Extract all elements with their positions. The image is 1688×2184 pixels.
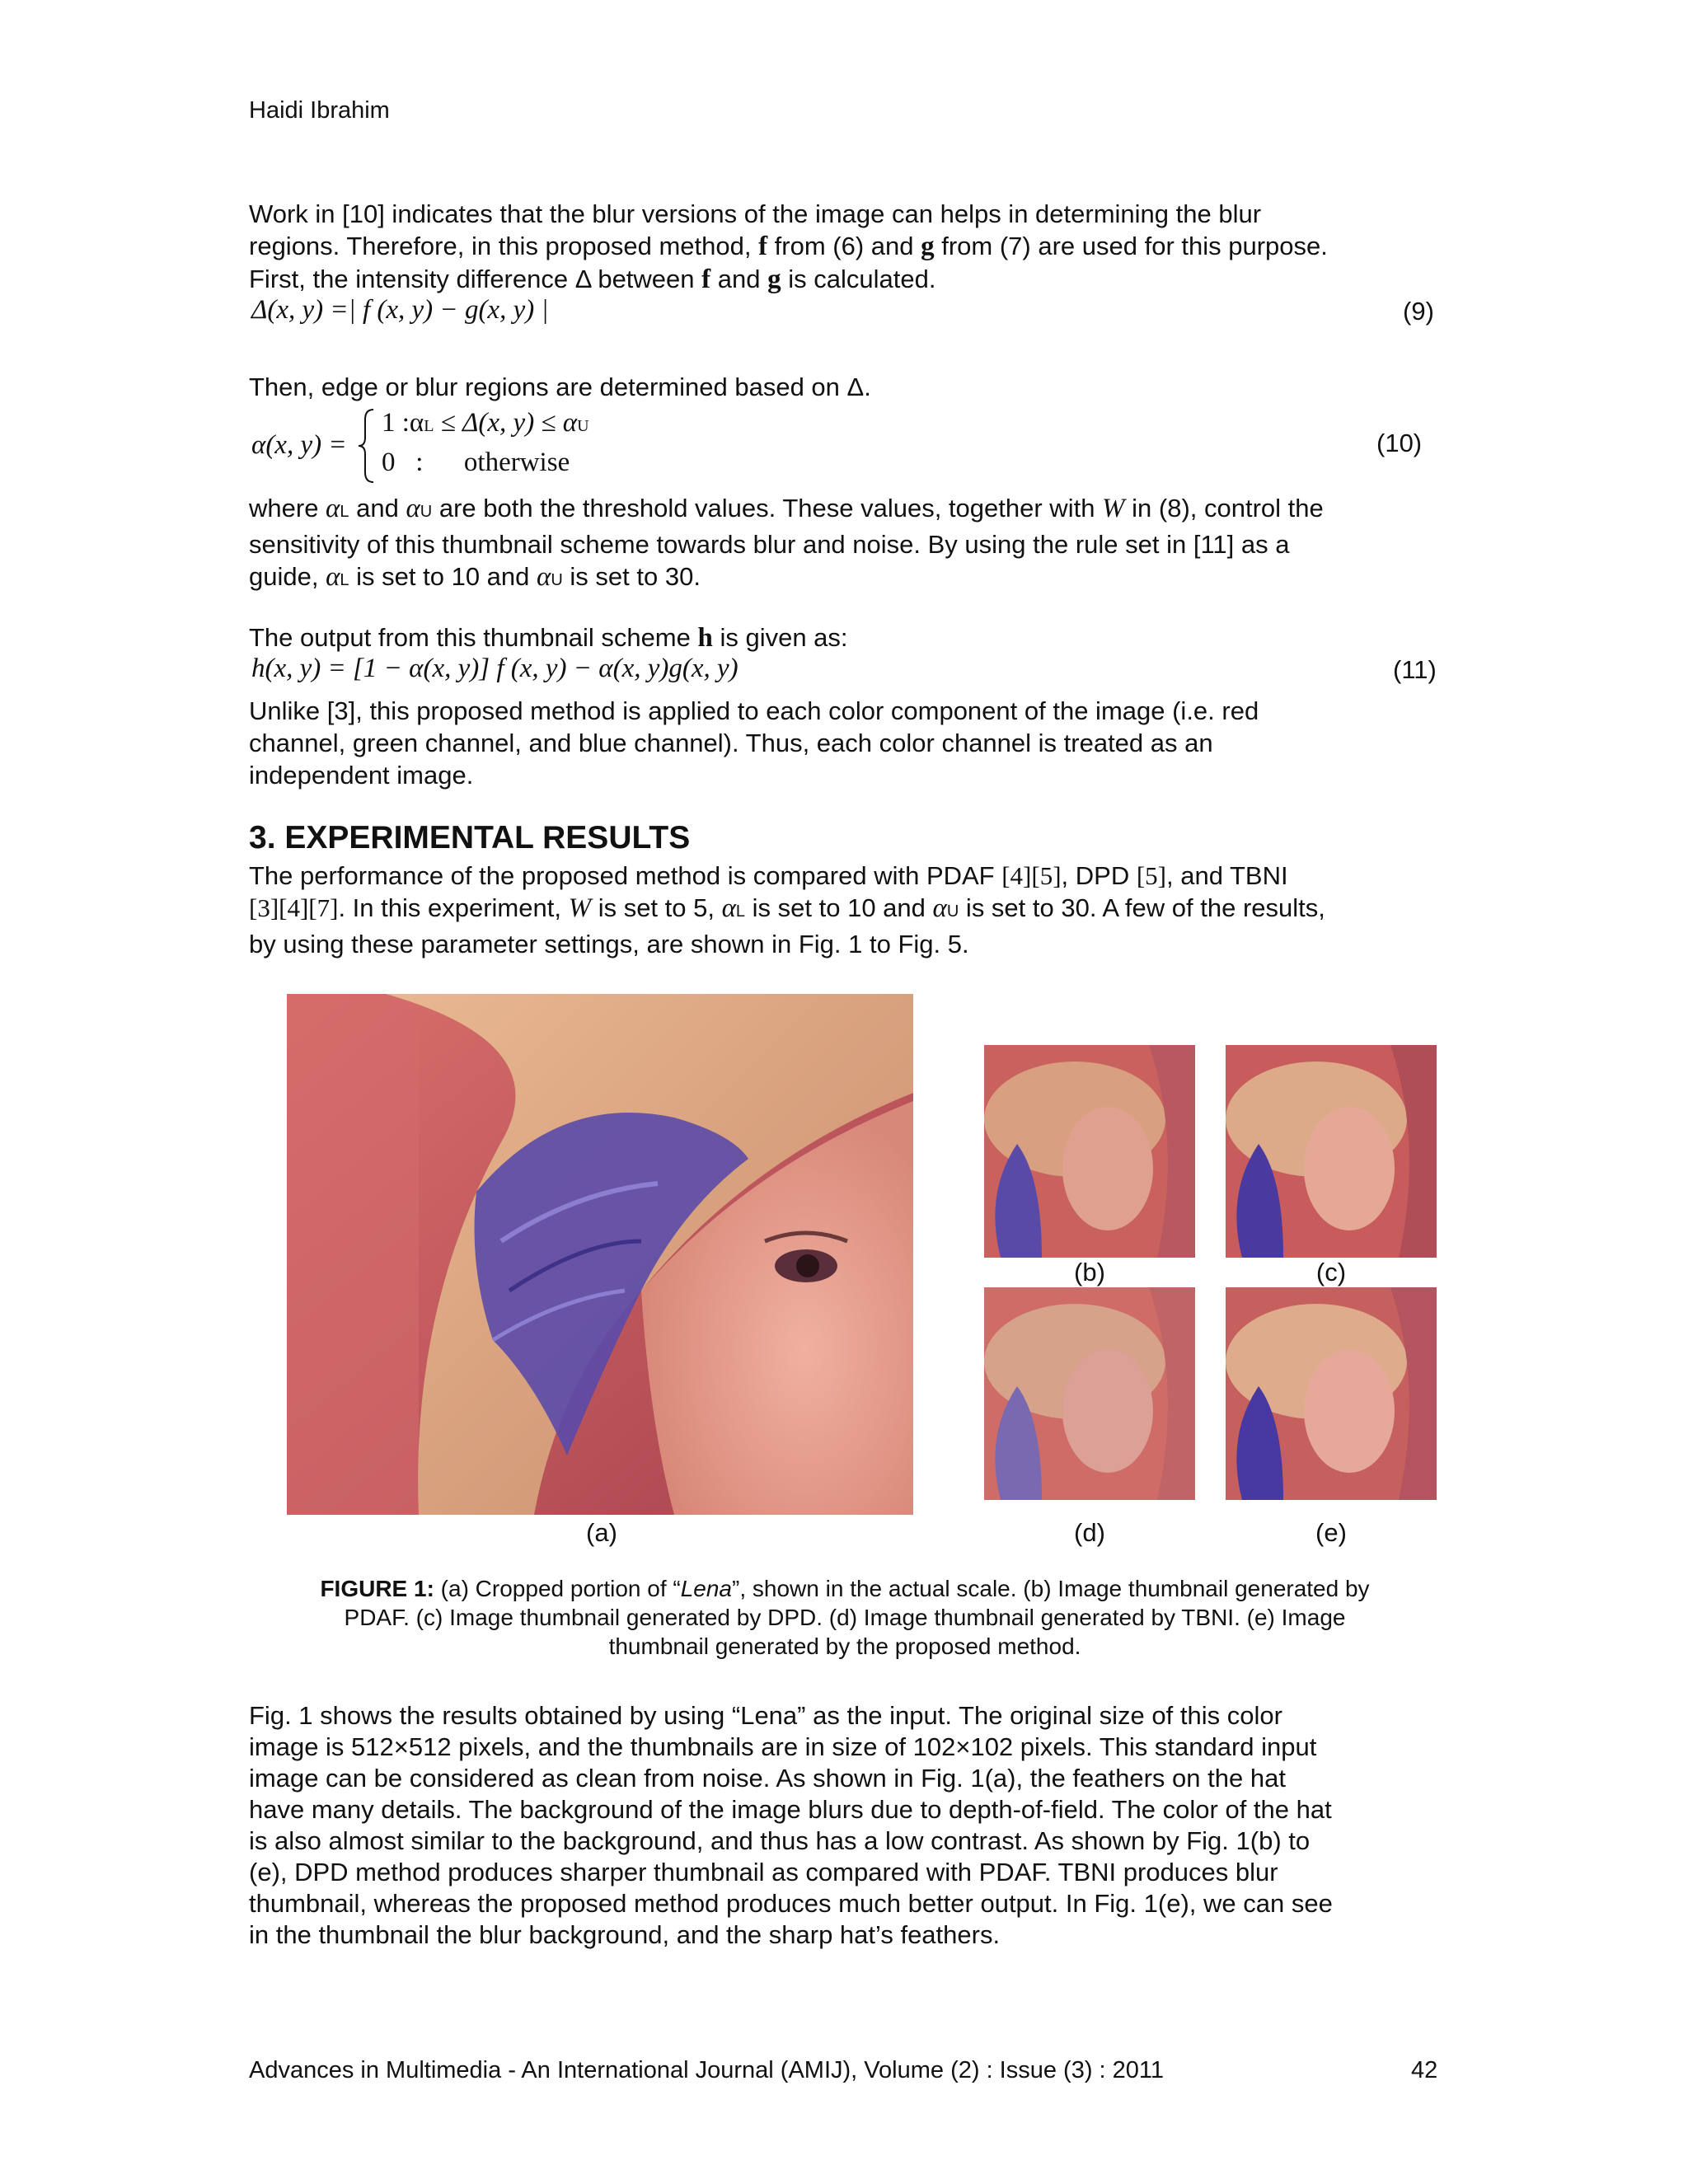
- paragraph-edge-regions: Then, edge or blur regions are determined based on Δ.: [249, 373, 871, 401]
- figure-image-e: [1226, 1287, 1437, 1500]
- footer-journal: Advances in Multimedia - An International Journal (AMIJ), Volume (2) : Issue (3) : 2011: [249, 2057, 1165, 2083]
- p5-line2: channel, green channel, and blue channel). Thus, each color channel is treated as an: [249, 729, 1213, 757]
- figure-image-d: [984, 1287, 1195, 1500]
- p3-line2: sensitivity of this thumbnail scheme towards blur and noise. By using the rule set in [11] as a: [249, 530, 1290, 559]
- paragraph-output: The output from this thumbnail scheme h is given as:: [249, 623, 848, 653]
- p5-line1: Unlike [3], this proposed method is applied to each color component of the image (i.e. red: [249, 696, 1259, 725]
- caption-line1: FIGURE 1: (a) Cropped portion of “Lena”, shown in the actual scale. (b) Image thumbnail generated by: [320, 1576, 1370, 1601]
- paragraph-lena-results: [249, 1700, 1441, 1951]
- figure-caption: [272, 1574, 1418, 1661]
- caption-line2: PDAF. (c) Image thumbnail generated by DPD. (d) Image thumbnail generated by TBNI. (e) Image: [344, 1605, 1346, 1630]
- p3-line1: where αL and αU are both the threshold values. These values, together with W in (8), control the: [249, 494, 1324, 523]
- p7-line8: in the thumbnail the blur background, and the sharp hat’s feathers.: [249, 1920, 1001, 1949]
- thumbnail-proposed: [1226, 1287, 1437, 1500]
- p7-line6: (e), DPD method produces sharper thumbnail as compared with PDAF. TBNI produces blur: [249, 1858, 1278, 1886]
- paragraph-blur-intro: [249, 198, 1441, 296]
- thumbnail-pdaf: [984, 1045, 1195, 1258]
- equation-10-lhs: α(x, y) =: [251, 430, 347, 460]
- figure-image-b: [984, 1045, 1195, 1258]
- equation-10: [251, 408, 1447, 490]
- label-d: (d): [1074, 1518, 1105, 1547]
- caption-line3: thumbnail generated by the proposed method.: [608, 1633, 1081, 1659]
- lena-crop-image: [287, 994, 913, 1515]
- p1-line2: regions. Therefore, in this proposed method, f from (6) and g from (7) are used for this purpose.: [249, 232, 1328, 261]
- equation-10-case1: 1 :αL ≤ Δ(x, y) ≤ αU: [382, 408, 589, 438]
- running-header: Haidi Ibrahim: [249, 97, 390, 124]
- figure-image-c: [1226, 1045, 1437, 1258]
- paragraph-thresholds: [249, 492, 1441, 597]
- p6-line1: The performance of the proposed method is compared with PDAF [4][5], DPD [5], and TBNI: [249, 861, 1288, 890]
- section-title: 3. EXPERIMENTAL RESULTS: [249, 820, 691, 855]
- equation-9: Δ(x, y) =| f (x, y) − g(x, y) |: [251, 295, 549, 325]
- equation-10-case2: 0 : otherwise: [382, 448, 570, 477]
- p7-line1: Fig. 1 shows the results obtained by using “Lena” as the input. The original size of this color: [249, 1701, 1282, 1730]
- equation-10-number: (10): [1376, 429, 1423, 457]
- p7-line7: thumbnail, whereas the proposed method produces much better output. In Fig. 1(e), we can see: [249, 1889, 1333, 1918]
- label-a: (a): [586, 1518, 617, 1547]
- p6-line2: [3][4][7]. In this experiment, W is set to 5, αL is set to 10 and αU is set to 30. A few of the results,: [249, 893, 1325, 923]
- p5-line3: independent image.: [249, 761, 474, 790]
- label-c: (c): [1315, 1258, 1347, 1286]
- equation-9-number: (9): [1403, 297, 1434, 326]
- label-e: (e): [1315, 1518, 1347, 1547]
- p7-line2: image is 512×512 pixels, and the thumbnails are in size of 102×102 pixels. This standard input: [249, 1732, 1317, 1761]
- thumbnail-dpd: [1226, 1045, 1437, 1258]
- p7-line4: have many details. The background of the image blurs due to depth-of-field. The color of the hat: [249, 1795, 1332, 1824]
- figure-image-a: [287, 994, 913, 1515]
- label-b: (b): [1074, 1258, 1105, 1286]
- p7-line3: image can be considered as clean from noise. As shown in Fig. 1(a), the feathers on the hat: [249, 1764, 1286, 1793]
- brace-icon: [357, 408, 375, 484]
- p3-line3: guide, αL is set to 10 and αU is set to 30.: [249, 562, 701, 592]
- thumbnail-tbni: [984, 1287, 1195, 1500]
- paragraph-color-channels: [249, 695, 1441, 791]
- equation-11-number: (11): [1393, 655, 1437, 684]
- p1-line3: First, the intensity difference Δ between f and g is calculated.: [249, 265, 936, 294]
- page-number: 42: [1411, 2057, 1438, 2083]
- p7-line5: is also almost similar to the background, and thus has a low contrast. As shown by Fig. 1(b) to: [249, 1826, 1311, 1855]
- p1-line1: Work in [10] indicates that the blur versions of the image can helps in determining the blur: [249, 199, 1262, 228]
- equation-11: h(x, y) = [1 − α(x, y)] f (x, y) − α(x, y)g(x, y): [251, 654, 738, 683]
- paragraph-experiment: [249, 860, 1441, 960]
- p6-line3: by using these parameter settings, are shown in Fig. 1 to Fig. 5.: [249, 930, 969, 958]
